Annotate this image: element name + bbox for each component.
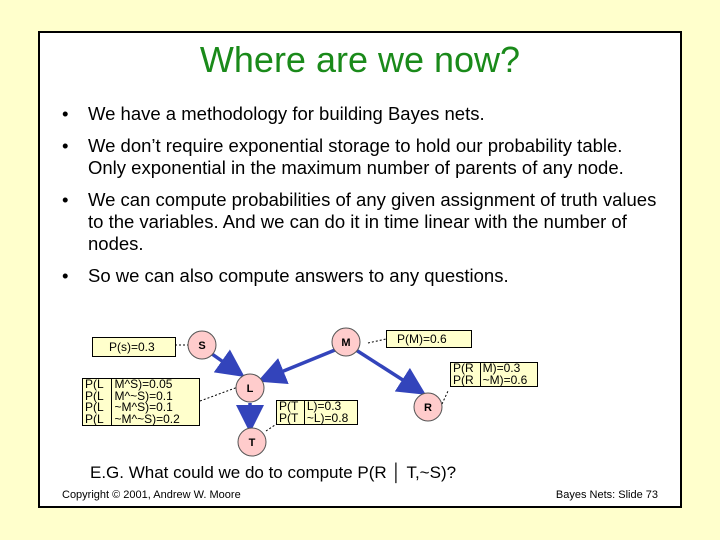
- bullet-text: We can compute probabilities of any given assignment of truth values to the variables. And we can do it in time linear with the number of nodes.: [88, 189, 657, 254]
- table-cell: M)=0.3: [482, 361, 521, 375]
- table-cell: P(T: [277, 413, 305, 425]
- bullet-marker: •: [62, 189, 69, 210]
- table-cell: M^S)=0.05: [114, 377, 173, 391]
- node-m: [332, 328, 360, 356]
- table-cell: L)=0.3: [306, 399, 342, 413]
- bullet-marker: •: [62, 135, 69, 156]
- connector-r-cpt: [442, 391, 448, 404]
- arrow-m-to-l: [264, 350, 335, 379]
- slide-title: Where are we now?: [199, 39, 521, 80]
- arrow-s-to-l: [212, 354, 239, 373]
- table-cell: P(R: [451, 375, 481, 387]
- node-l-label: L: [246, 383, 254, 395]
- table-cell: ~L)=0.8: [306, 410, 349, 425]
- table-cell: P(L: [83, 391, 112, 403]
- node-l: [236, 374, 264, 402]
- t-cpt-table: [276, 400, 358, 425]
- table-cell: ~M)=0.6: [482, 372, 528, 387]
- example-question: E.G. What could we do to compute P(R │ T,~S)?: [90, 463, 457, 482]
- table-cell: ~M^S)=0.1: [114, 400, 173, 414]
- footer-copyright: Copyright © 2001, Andrew W. Moore: [62, 489, 241, 501]
- table-row: [277, 413, 358, 425]
- bullet-marker: •: [62, 103, 69, 124]
- node-t: [238, 428, 266, 456]
- table-cell: P(L: [83, 414, 112, 426]
- table-cell: ~M^~S)=0.2: [114, 411, 180, 426]
- table-cell: P(T: [277, 401, 305, 413]
- table-cell: P(L: [83, 379, 112, 391]
- l-cpt-table: [82, 378, 200, 426]
- node-s-label: S: [198, 340, 206, 352]
- node-t-label: T: [248, 437, 256, 449]
- r-cpt-table: [450, 362, 538, 387]
- table-cell: M^~S)=0.1: [114, 388, 173, 403]
- bayes-net-diagram: [40, 33, 680, 506]
- connector-l-cpt: [200, 387, 238, 401]
- bullet-text: We don’t require exponential storage to hold our probability table. Only exponential in the maximum number of parents of any node.: [88, 135, 624, 178]
- bullet-text: We have a methodology for building Bayes nets.: [88, 103, 485, 124]
- arrow-m-to-r: [356, 350, 420, 391]
- bullet-marker: •: [62, 265, 69, 286]
- table-row: [83, 414, 200, 426]
- node-r: [414, 393, 442, 421]
- connector-pm: [368, 339, 386, 343]
- bullet-text: So we can also compute answers to any questions.: [88, 265, 509, 286]
- pm-box: P(M)=0.6: [386, 330, 472, 348]
- table-cell: P(R: [451, 363, 481, 375]
- node-m-label: M: [341, 337, 351, 349]
- table-row: [451, 375, 538, 387]
- slide: [38, 31, 682, 508]
- footer-slide-number: Bayes Nets: Slide 73: [555, 489, 658, 501]
- ps-box: P(s)=0.3: [92, 337, 176, 357]
- node-r-label: R: [424, 402, 432, 414]
- table-cell: P(L: [83, 402, 112, 414]
- node-s: [188, 331, 216, 359]
